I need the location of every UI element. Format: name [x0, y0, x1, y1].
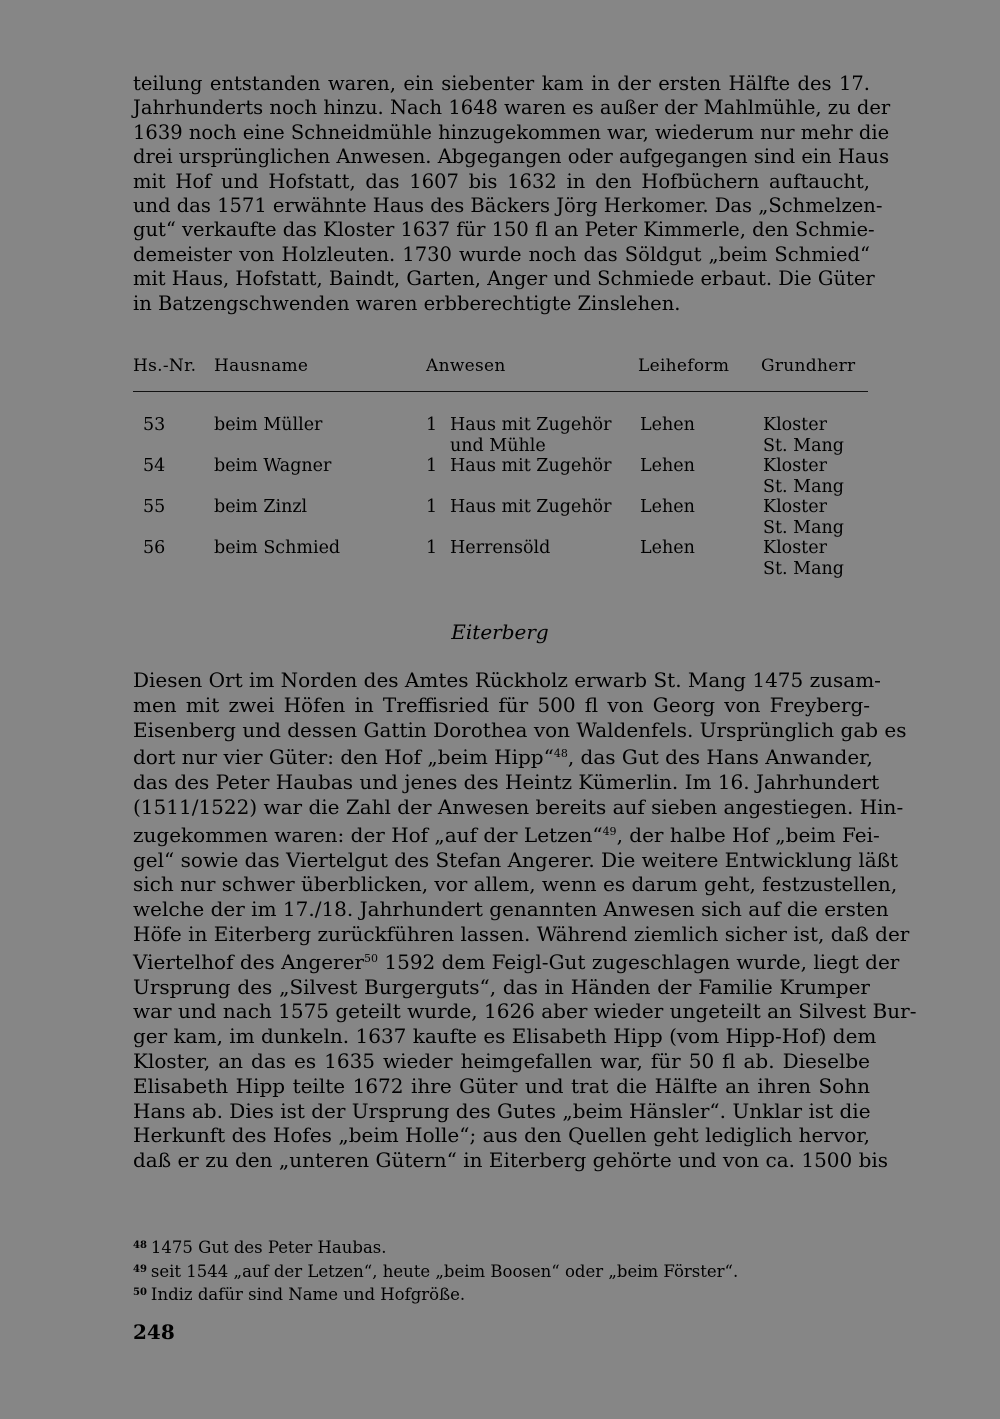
text-segment: 1592 dem Feigl-Gut zugeschlagen wurde, liegt der: [378, 949, 900, 974]
section-title: Eiterberg: [451, 620, 549, 644]
table-rule: [133, 391, 868, 392]
footnote: [133, 1235, 833, 1259]
text-segment: ger kam, im dunkeln. 1637 kaufte es Elisabeth Hipp (vom Hipp-Hof) dem: [133, 1024, 877, 1049]
page-number: 248: [133, 1320, 175, 1344]
text-segment: Eisenberg und dessen Gattin Dorothea von Waldenfels. Ursprünglich gab es: [133, 717, 907, 742]
footnote-text: seit 1544 „auf der Letzen“, heute „beim Boosen“ oder „beim Förster“.: [150, 1261, 739, 1281]
footnote: [133, 1282, 833, 1306]
text-line: [133, 872, 898, 897]
text-line: teilung entstanden waren, ein siebenter kam in der ersten Hälfte des 17.: [133, 72, 870, 95]
text-line: [133, 820, 880, 848]
text-line: [133, 770, 880, 795]
table-header: [133, 356, 868, 380]
text-segment: das des Peter Haubas und jenes des Heintz Kümerlin. Im 16. Jahrhundert: [133, 770, 880, 795]
text-line: mit Haus, Hofstatt, Baindt, Garten, Anger und Schmiede erbaut. Die Güter: [133, 267, 875, 291]
cell-property: Haus mit Zugehör: [450, 497, 612, 517]
text-line: [133, 794, 904, 820]
cell-tenure: Lehen: [640, 538, 695, 558]
footnote-number: 50: [133, 1287, 147, 1298]
text-line: [133, 1099, 870, 1124]
intro-paragraph: [133, 72, 891, 316]
cell-landlord-cont: St. Mang: [763, 435, 844, 456]
header-property: Anwesen: [426, 356, 506, 376]
text-line: [133, 975, 870, 1000]
text-segment: Hans ab. Dies ist der Ursprung des Gutes „beim Hänsler“. Unklar ist die: [133, 1098, 871, 1123]
text-line: [133, 693, 870, 718]
cell-property: Haus mit Zugehör: [450, 456, 612, 476]
text-segment: Viertelhof des Angerer: [133, 949, 365, 974]
text-line: [133, 1148, 889, 1173]
cell-landlord-cont: St. Mang: [763, 558, 844, 579]
cell-name: beim Müller: [214, 415, 323, 435]
cell-name: beim Schmied: [214, 538, 341, 558]
cell-landlord-cont: St. Mang: [763, 476, 844, 497]
cell-number: 53: [143, 415, 166, 435]
cell-tenure: Lehen: [640, 415, 695, 435]
text-line: in Batzengschwenden waren erbberechtigte Zinslehen.: [133, 291, 681, 315]
cell-landlord: Kloster: [763, 415, 827, 435]
text-line: [133, 1024, 877, 1049]
text-line: [133, 847, 899, 873]
text-line: [133, 921, 910, 947]
header-landlord: Grundherr: [761, 356, 856, 376]
table-row: [133, 538, 868, 582]
footnote-number: 49: [133, 1263, 147, 1275]
text-segment: welche der im 17./18. Jahrhundert genannten Anwesen sich auf die ersten: [133, 897, 889, 922]
text-line: [133, 742, 873, 770]
cell-tenure: Lehen: [640, 456, 695, 476]
text-line: gut“ verkaufte das Kloster 1637 für 150 fl an Peter Kimmerle, den Schmie-: [133, 218, 875, 242]
text-segment: war und nach 1575 geteilt wurde, 1626 aber wieder ungeteilt an Silvest Bur-: [133, 999, 917, 1024]
text-segment: Herkunft des Hofes „beim Holle“; aus den Quellen geht lediglich hervor,: [133, 1123, 870, 1148]
footnote-text: 1475 Gut des Peter Haubas.: [150, 1238, 387, 1257]
footnote: [133, 1259, 833, 1283]
text-line: [133, 897, 889, 922]
cell-quantity: 1: [426, 456, 438, 476]
footnote-reference: 49: [602, 824, 617, 838]
text-line: und das 1571 erwähnte Haus des Bäckers Jörg Herkomer. Das „Schmelzen-: [133, 194, 883, 218]
table-row: [133, 415, 868, 459]
cell-number: 56: [143, 538, 166, 558]
text-line: drei ursprünglichen Anwesen. Abgegangen oder aufgegangen sind ein Haus: [133, 145, 890, 169]
cell-number: 55: [143, 497, 166, 517]
text-segment: Ursprung des „Silvest Burgerguts“, das in Händen der Familie Krumper: [133, 974, 870, 999]
cell-landlord: Kloster: [763, 497, 827, 517]
text-line: [133, 668, 881, 693]
text-segment: , das Gut des Hans Anwander,: [567, 745, 873, 770]
table-row: [133, 497, 868, 541]
text-line: [133, 1123, 870, 1148]
table-row: [133, 456, 868, 500]
footnote-reference: 50: [364, 951, 379, 965]
text-line: Jahrhunderts noch hinzu. Nach 1648 waren es außer der Mahlmühle, zu der: [133, 96, 891, 120]
footnote-text: Indiz dafür sind Name und Hofgröße.: [150, 1285, 466, 1304]
text-segment: sich nur schwer überblicken, vor allem, wenn es darum geht, festzustellen,: [133, 872, 898, 897]
footnotes: [133, 1235, 833, 1306]
cell-tenure: Lehen: [640, 497, 695, 517]
text-segment: , der halbe Hof „beim Fei-: [616, 822, 880, 847]
text-segment: gel“ sowie das Viertelgut des Stefan Angerer. Die weitere Entwicklung läßt: [133, 847, 899, 872]
footnote-reference: 48: [553, 747, 568, 761]
text-line: demeister von Holzleuten. 1730 wurde noch das Söldgut „beim Schmied“: [133, 242, 870, 266]
cell-landlord-cont: St. Mang: [763, 517, 844, 538]
text-segment: zugekommen waren: der Hof „auf der Letzen“: [133, 822, 603, 847]
text-segment: dort nur vier Güter: den Hof „beim Hipp“: [133, 745, 554, 770]
text-line: [133, 1049, 870, 1074]
text-line: [133, 717, 907, 743]
cell-quantity: 1: [426, 538, 438, 558]
body-paragraph: [133, 668, 917, 1173]
text-segment: Kloster, an das es 1635 wieder heimgefallen war, für 50 fl ab. Dieselbe: [133, 1048, 870, 1073]
cell-property: Herrensöld: [450, 538, 551, 558]
header-house-number: Hs.-Nr.: [133, 356, 197, 376]
text-segment: Höfe in Eiterberg zurückführen lassen. Während ziemlich sicher ist, daß der: [133, 921, 910, 946]
text-line: [133, 947, 900, 975]
text-line: [133, 1074, 870, 1099]
header-tenure: Leiheform: [638, 356, 730, 376]
text-segment: Elisabeth Hipp teilte 1672 ihre Güter und trat die Hälfte an ihren Sohn: [133, 1073, 870, 1098]
text-line: 1639 noch eine Schneidmühle hinzugekommen war, wiederum nur mehr die: [133, 120, 890, 144]
cell-quantity: 1: [426, 415, 438, 435]
cell-name: beim Wagner: [214, 456, 332, 476]
text-segment: Diesen Ort im Norden des Amtes Rückholz erwarb St. Mang 1475 zusam-: [133, 668, 881, 692]
text-segment: men mit zwei Höfen in Treffisried für 500 fl von Georg von Freyberg-: [133, 692, 870, 717]
cell-quantity: 1: [426, 497, 438, 517]
text-segment: daß er zu den „unteren Gütern“ in Eiterberg gehörte und von ca. 1500 bis: [133, 1148, 889, 1173]
cell-name: beim Zinzl: [214, 497, 308, 517]
text-line: [133, 999, 917, 1024]
text-segment: (1511/1522) war die Zahl der Anwesen bereits auf sieben angestiegen. Hin-: [133, 794, 904, 819]
text-line: mit Hof und Hofstatt, das 1607 bis 1632 in den Hofbüchern auftaucht,: [133, 169, 870, 193]
cell-landlord: Kloster: [763, 538, 827, 558]
cell-number: 54: [143, 456, 166, 476]
cell-property-cont: und Mühle: [450, 435, 546, 456]
footnote-number: 48: [133, 1240, 147, 1251]
header-house-name: Hausname: [214, 356, 309, 376]
cell-property: Haus mit Zugehör: [450, 415, 612, 435]
cell-landlord: Kloster: [763, 456, 827, 476]
